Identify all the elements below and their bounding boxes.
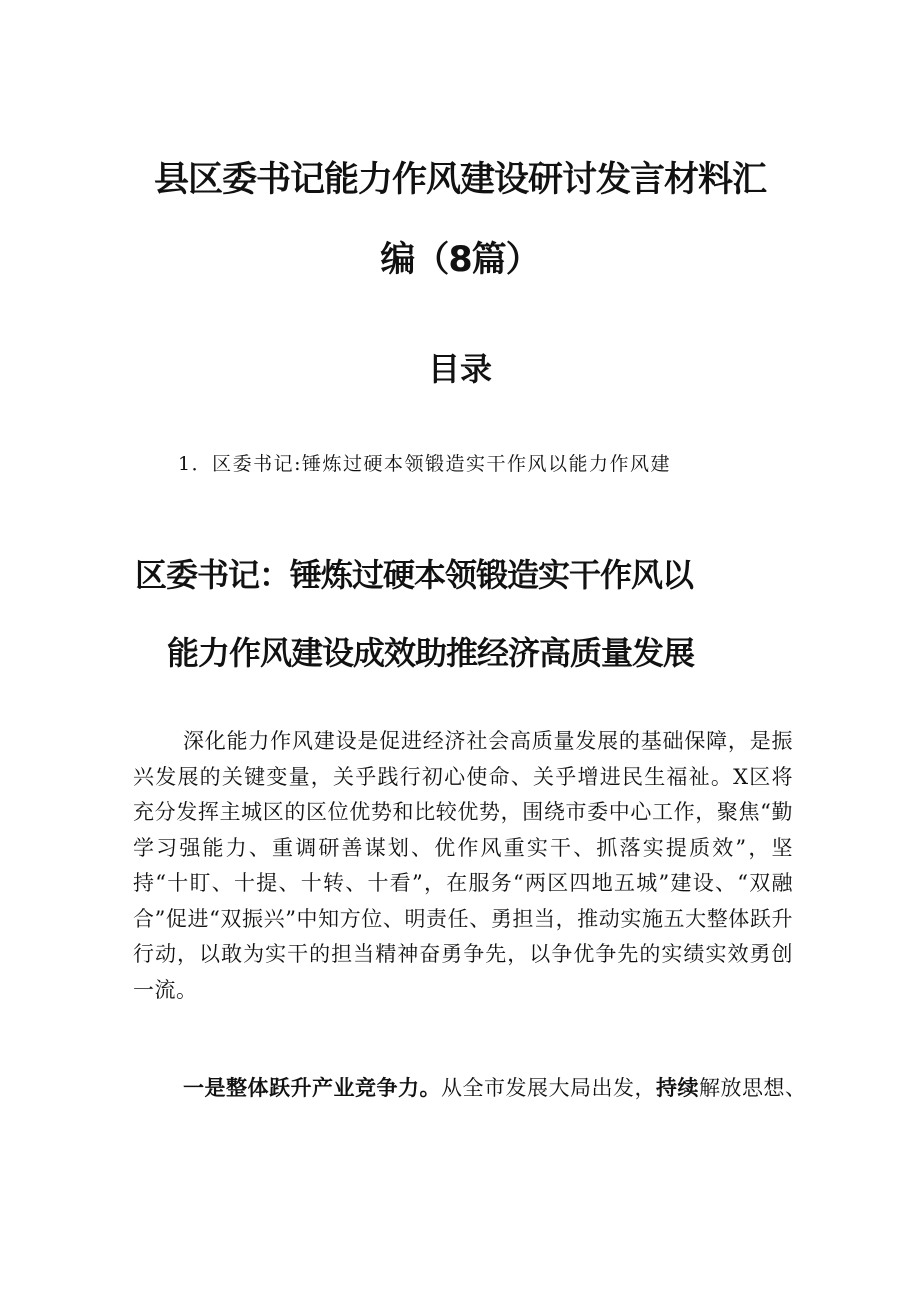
section-title-line-2: 能力作风建设成效助推经济高质量发展 (167, 634, 695, 672)
document-title-line-2: 编（8篇） (380, 240, 540, 280)
paragraph-lead-bold: 一是整体跃升产业竞争力。 (183, 1075, 441, 1100)
paragraph-text-continued: 解放思想、 (699, 1076, 807, 1100)
document-title-line-1: 县区委书记能力作风建设研讨发言材料汇 (153, 160, 766, 200)
paragraph-text: 从全市发展大局出发， (441, 1076, 656, 1100)
section-title-line-1: 区委书记：锤炼过硬本领锻造实干作风以 (135, 556, 694, 594)
toc-item-1[interactable]: 1．区委书记:锤炼过硬本领锻造实干作风以能力作风建 (178, 453, 671, 475)
paragraph-emphasis-bold: 持续 (656, 1075, 699, 1100)
table-of-contents-heading: 目录 (427, 350, 492, 388)
body-paragraph-2 (133, 1070, 807, 1107)
body-paragraph-1: 深化能力作风建设是促进经济社会高质量发展的基础保障，是振兴发展的关键变量，关乎践行初心使命、关乎增进民生福祉。X区将充分发挥主城区的区位优势和比较优势，围绕市委中心工作，聚焦“勤学习强能力、重调研善谋划、优作风重实干、抓落实提质效”，坚持“十盯、十提、十转、十看”，在服务“两区四地五城”建设、“双融合”促进“双振兴”中知方位、明责任、勇担当，推动实施五大整体跃升行动，以敢为实干的担当精神奋勇争先，以争优争先的实绩实效勇创一流。 (133, 729, 793, 1002)
